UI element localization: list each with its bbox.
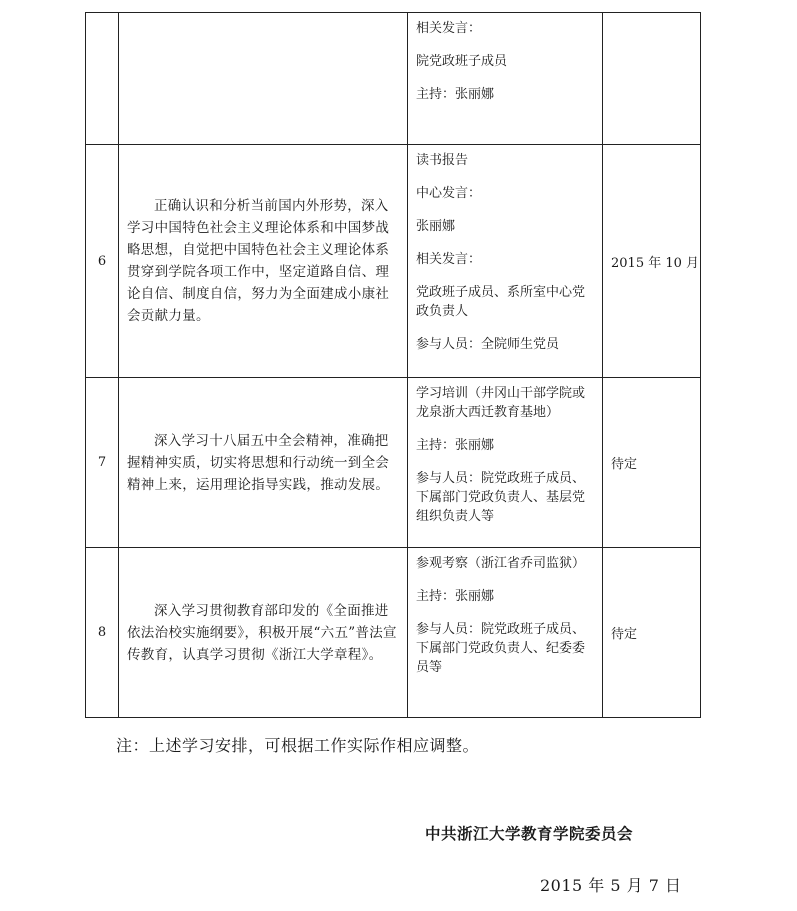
row-time: 待定 — [603, 378, 701, 548]
row-content — [119, 145, 408, 378]
row-number: 6 — [86, 145, 119, 378]
activity-line: 相关发言： — [416, 252, 482, 267]
activity-line: 主持：张丽娜 — [416, 87, 495, 102]
activity-line: 参观考察（浙江省乔司监狱） — [416, 556, 586, 571]
activity-line: 党政班子成员、系所室中心党政负责人 — [416, 285, 586, 319]
row-activity — [408, 378, 603, 548]
signature-organization: 中共浙江大学教育学院委员会 — [425, 824, 634, 843]
activity-line: 参与人员：院党政班子成员、下属部门党政负责人、基层党组织负责人等 — [416, 471, 586, 524]
table-row — [86, 145, 701, 378]
row-activity — [408, 13, 603, 145]
row-content — [119, 13, 408, 145]
activity-line: 主持：张丽娜 — [416, 589, 495, 604]
row-number: 8 — [86, 548, 119, 718]
table-row — [86, 548, 701, 718]
activity-line: 主持：张丽娜 — [416, 438, 495, 453]
activity-line: 参与人员：全院师生党员 — [416, 337, 560, 352]
activity-line: 院党政班子成员 — [416, 54, 508, 69]
activity-line: 张丽娜 — [416, 219, 456, 234]
study-schedule-table — [85, 12, 701, 718]
activity-line: 学习培训（井冈山干部学院或龙泉浙大西迁教育基地） — [416, 386, 586, 420]
row-content — [119, 548, 408, 718]
activity-line: 中心发言： — [416, 186, 482, 201]
content-text: 深入学习十八届五中全会精神，准确把握精神实质，切实将思想和行动统一到全会精神上来，运用理论指导实践，推动发展。 — [127, 432, 390, 493]
activity-line: 读书报告 — [416, 153, 469, 168]
signature-date: 2015 年 5 月 7 日 — [540, 876, 682, 895]
row-number: 7 — [86, 378, 119, 548]
row-number — [86, 13, 119, 145]
row-time: 2015 年 10 月 — [603, 145, 701, 378]
activity-line: 参与人员：院党政班子成员、下属部门党政负责人、纪委委员等 — [416, 622, 586, 675]
row-content — [119, 378, 408, 548]
table-row — [86, 13, 701, 145]
activity-line: 相关发言： — [416, 21, 482, 36]
row-activity — [408, 145, 603, 378]
content-text: 正确认识和分析当前国内外形势，深入学习中国特色社会主义理论体系和中国梦战略思想，自觉把中国特色社会主义理论体系贯穿到学院各项工作中，坚定道路自信、理论自信、制度自信，努力为全面建成小康社会贡献力量。 — [127, 198, 390, 324]
row-time: 待定 — [603, 548, 701, 718]
footnote: 注：上述学习安排，可根据工作实际作相应调整。 — [116, 736, 480, 755]
row-time — [603, 13, 701, 145]
content-text: 深入学习贯彻教育部印发的《全面推进依法治校实施纲要》，积极开展“六五”普法宣传教育，认真学习贯彻《浙江大学章程》。 — [127, 602, 397, 663]
row-activity — [408, 548, 603, 718]
table-row — [86, 378, 701, 548]
